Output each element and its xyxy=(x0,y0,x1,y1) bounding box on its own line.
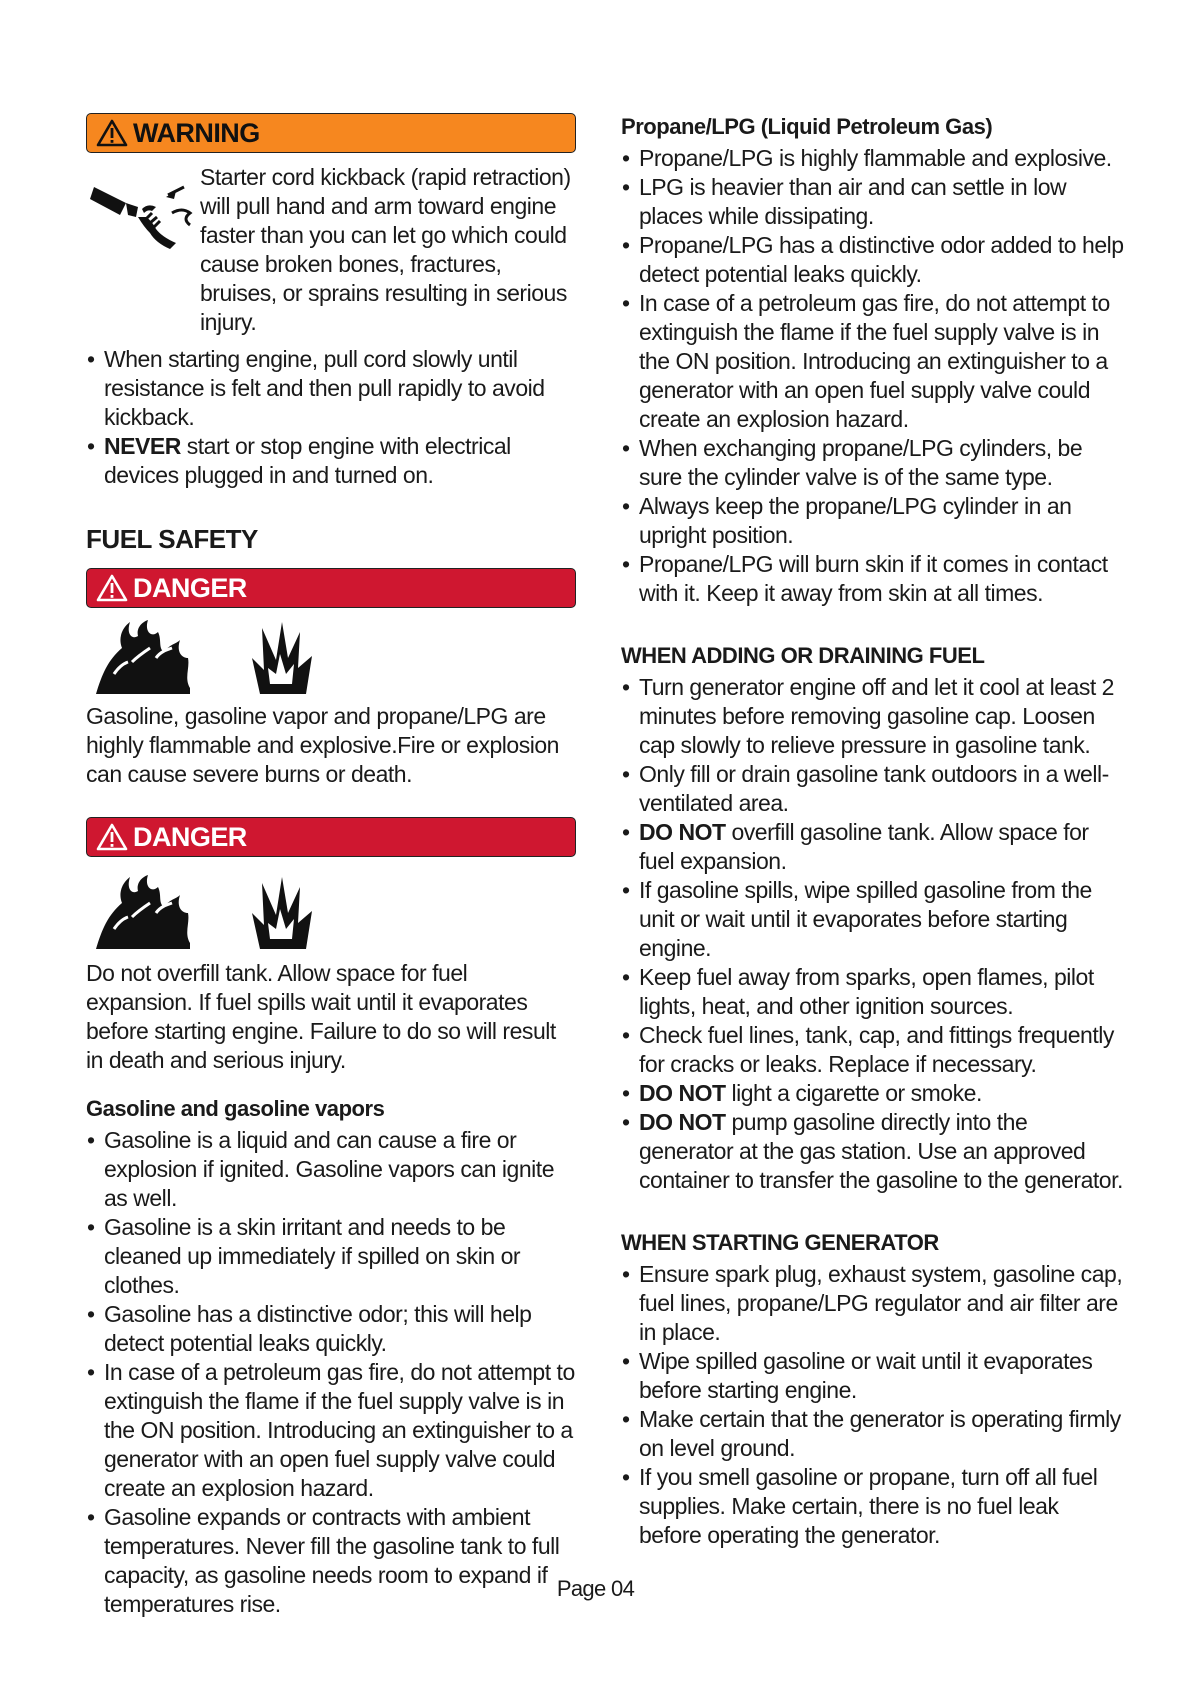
list-item: • Check fuel lines, tank, cap, and fittings frequently for cracks or leaks. Replace if necessary. xyxy=(621,1021,1126,1079)
kickback-text: Starter cord kickback (rapid retraction) will pull hand and arm toward engine faster than you can let go which could cause broken bones, fractures, bruises, or sprains resulting in serious injury. xyxy=(200,164,571,335)
gasoline-bullet-list xyxy=(86,1126,576,1619)
explosion-icon xyxy=(242,873,322,951)
list-item: • DO NOT light a cigarette or smoke. xyxy=(621,1079,1126,1108)
list-item: • When exchanging propane/LPG cylinders, be sure the cylinder valve is of the same type. xyxy=(621,434,1126,492)
list-item: • If you smell gasoline or propane, turn off all fuel supplies. Make certain, there is no fuel leak before operating the generator. xyxy=(621,1463,1126,1550)
propane-heading: Propane/LPG (Liquid Petroleum Gas) xyxy=(621,114,993,139)
hazard-icons xyxy=(86,616,576,696)
list-item: • Ensure spark plug, exhaust system, gasoline cap, fuel lines, propane/LPG regulator and air filter are in place. xyxy=(621,1260,1126,1347)
danger-label: DANGER xyxy=(133,572,247,603)
danger-banner xyxy=(86,568,576,608)
danger1-text: Gasoline, gasoline vapor and propane/LPG are highly flammable and explosive.Fire or explosion can cause severe burns or death. xyxy=(86,703,559,787)
warning-banner xyxy=(86,113,576,153)
list-item: • DO NOT overfill gasoline tank. Allow space for fuel expansion. xyxy=(621,818,1126,876)
list-item: • Gasoline is a liquid and can cause a fire or explosion if ignited. Gasoline vapors can ignite as well. xyxy=(86,1126,576,1213)
starting-generator-bullet-list xyxy=(621,1260,1126,1550)
list-item: • Wipe spilled gasoline or wait until it evaporates before starting engine. xyxy=(621,1347,1126,1405)
left-column xyxy=(86,113,576,1619)
right-column xyxy=(621,113,1126,1550)
list-item: • Gasoline is a skin irritant and needs to be cleaned up immediately if spilled on skin or clothes. xyxy=(86,1213,576,1300)
fire-icon xyxy=(92,873,202,951)
list-item: • Propane/LPG is highly flammable and explosive. xyxy=(621,144,1126,173)
list-item: • If gasoline spills, wipe spilled gasoline from the unit or wait until it evaporates before starting engine. xyxy=(621,876,1126,963)
list-item: • DO NOT pump gasoline directly into the generator at the gas station. Use an approved container to transfer the gasoline to the generator. xyxy=(621,1108,1126,1195)
list-item: • Turn generator engine off and let it cool at least 2 minutes before removing gasoline cap. Loosen cap slowly to relieve pressure in gasoline tank. xyxy=(621,673,1126,760)
warning-triangle-icon xyxy=(95,118,129,148)
list-item: • NEVER start or stop engine with electrical devices plugged in and turned on. xyxy=(86,432,576,490)
danger-label: DANGER xyxy=(133,821,247,852)
hazard-icons xyxy=(86,871,576,951)
list-item: • Gasoline expands or contracts with ambient temperatures. Never fill the gasoline tank to full capacity, as gasoline needs room to expand if temperatures rise. xyxy=(86,1503,576,1619)
adding-fuel-heading: WHEN ADDING OR DRAINING FUEL xyxy=(621,643,985,668)
list-item: • Keep fuel away from sparks, open flames, pilot lights, heat, and other ignition sources. xyxy=(621,963,1126,1021)
warning-triangle-icon xyxy=(95,573,129,603)
starting-generator-heading: WHEN STARTING GENERATOR xyxy=(621,1230,939,1255)
list-item: • In case of a petroleum gas fire, do not attempt to extinguish the flame if the fuel supply valve is in the ON position. Introducing an extinguisher to a generator with an open fuel supply valve could create an explosion hazard. xyxy=(86,1358,576,1503)
danger2-text: Do not overfill tank. Allow space for fuel expansion. If fuel spills wait until it evaporates before starting engine. Failure to do so will result in death and serious injury. xyxy=(86,960,556,1073)
warning-triangle-icon xyxy=(95,822,129,852)
list-item: • Always keep the propane/LPG cylinder in an upright position. xyxy=(621,492,1126,550)
adding-fuel-bullet-list xyxy=(621,673,1126,1195)
kickback-warning xyxy=(86,163,576,337)
explosion-icon xyxy=(242,618,322,696)
fuel-safety-heading: FUEL SAFETY xyxy=(86,524,258,554)
list-item: • In case of a petroleum gas fire, do not attempt to extinguish the flame if the fuel supply valve is in the ON position. Introducing an extinguisher to a generator with an open fuel supply valve could create an explosion hazard. xyxy=(621,289,1126,434)
cord-kickback-icon xyxy=(86,173,198,253)
list-item: • Propane/LPG will burn skin if it comes in contact with it. Keep it away from skin at all times. xyxy=(621,550,1126,608)
fire-icon xyxy=(92,618,202,696)
list-item: • Gasoline has a distinctive odor; this will help detect potential leaks quickly. xyxy=(86,1300,576,1358)
propane-bullet-list xyxy=(621,144,1126,608)
warning-label: WARNING xyxy=(133,117,260,148)
warning-bullet-list xyxy=(86,345,576,490)
list-item: • Propane/LPG has a distinctive odor added to help detect potential leaks quickly. xyxy=(621,231,1126,289)
list-item: • Only fill or drain gasoline tank outdoors in a well-ventilated area. xyxy=(621,760,1126,818)
list-item: • When starting engine, pull cord slowly until resistance is felt and then pull rapidly to avoid kickback. xyxy=(86,345,576,432)
gasoline-heading: Gasoline and gasoline vapors xyxy=(86,1096,385,1121)
page-number: Page 04 xyxy=(556,1576,635,1601)
danger-banner xyxy=(86,817,576,857)
list-item: • Make certain that the generator is operating firmly on level ground. xyxy=(621,1405,1126,1463)
list-item: • LPG is heavier than air and can settle in low places while dissipating. xyxy=(621,173,1126,231)
